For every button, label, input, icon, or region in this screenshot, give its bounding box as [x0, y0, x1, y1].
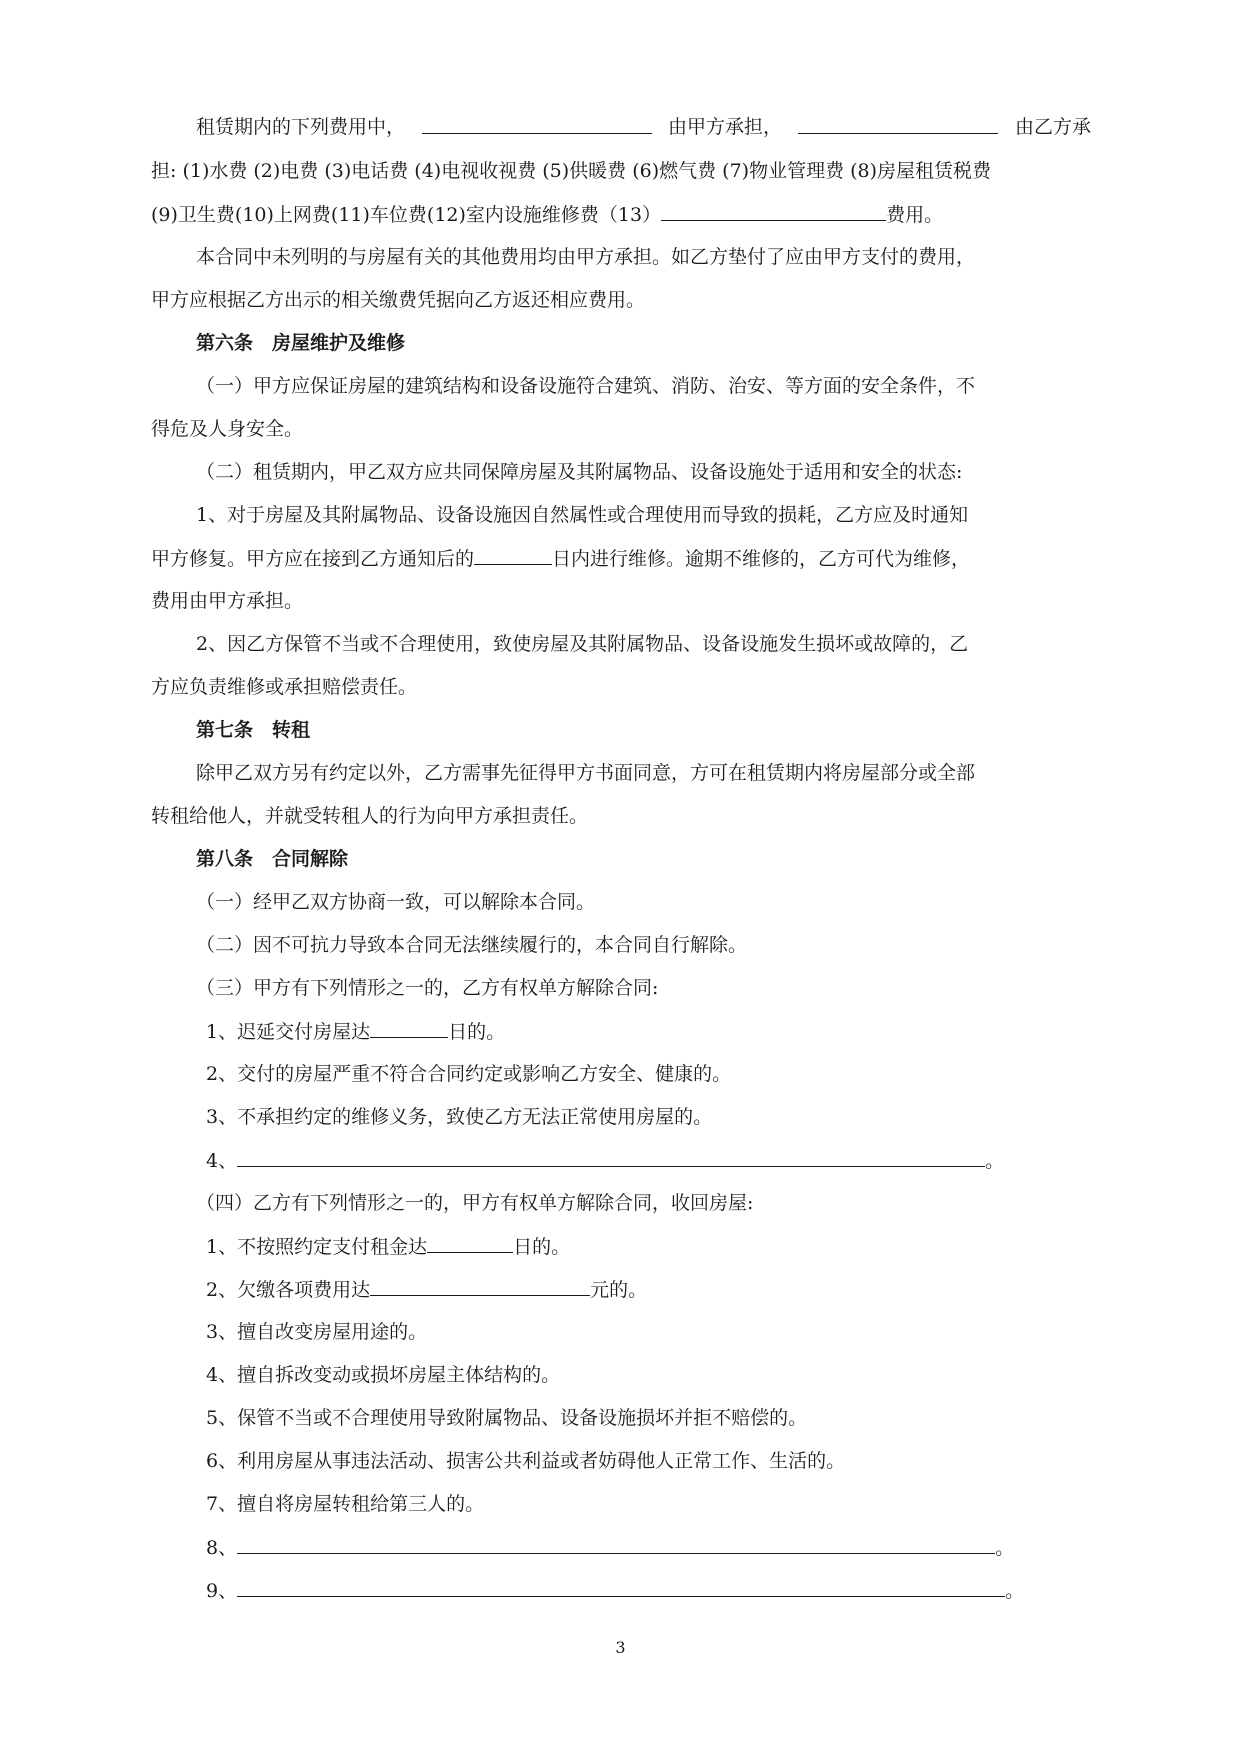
art6-item-1-line-3: 费用由甲方承担。: [151, 590, 304, 612]
art6-text: 甲方修复。甲方应在接到乙方通知后的: [151, 548, 475, 570]
art8-b-item-1: [206, 1232, 570, 1261]
blank-field: [237, 1146, 985, 1167]
fees-text: 租赁期内的下列费用中，: [196, 116, 406, 138]
art6-section-1-line-2: 得危及人身安全。: [151, 418, 304, 440]
other-fees-line-1: 本合同中未列明的与房屋有关的其他费用均由甲方承担。如乙方垫付了应由甲方支付的费用，: [196, 246, 976, 268]
blank-field: [661, 200, 886, 221]
fees-line-3: [151, 200, 943, 229]
art6-item-1-line-1: 1、对于房屋及其附属物品、设备设施因自然属性或合理使用而导致的损耗，乙方应及时通知: [196, 504, 969, 526]
art8-text: 日的。: [513, 1236, 571, 1258]
art8-b-item-4: 4、擅自拆改变动或损坏房屋主体结构的。: [206, 1364, 561, 1386]
blank-field: [370, 1017, 448, 1038]
art8-text: 。: [985, 1150, 1005, 1172]
blank-field: [422, 113, 652, 134]
art8-text: 8、: [206, 1537, 238, 1559]
art8-section-1: （一）经甲乙双方协商一致，可以解除本合同。: [196, 891, 596, 913]
art8-section-3: （三）甲方有下列情形之一的，乙方有权单方解除合同:: [196, 977, 659, 999]
art8-text: 元的。: [590, 1279, 648, 1301]
art8-b-item-6: 6、利用房屋从事违法活动、损害公共利益或者妨碍他人正常工作、生活的。: [206, 1450, 846, 1472]
blank-field: [237, 1576, 1005, 1597]
art8-a-item-1: [206, 1017, 505, 1046]
art8-text: 1、迟延交付房屋达: [206, 1021, 371, 1043]
blank-field: [370, 1275, 590, 1296]
art6-text: 日内进行维修。逾期不维修的，乙方可代为维修，: [552, 548, 971, 570]
blank-field: [798, 113, 998, 134]
art6-item-2-line-2: 方应负责维修或承担赔偿责任。: [151, 676, 418, 698]
art8-a-item-3: 3、不承担约定的维修义务，致使乙方无法正常使用房屋的。: [206, 1106, 713, 1128]
blank-field: [474, 544, 552, 565]
fees-text: 费用。: [886, 204, 944, 226]
article-8-title: 第八条 合同解除: [196, 848, 349, 870]
art8-text: 日的。: [448, 1021, 506, 1043]
art6-item-1-line-2: [151, 544, 970, 573]
art6-section-1-line-1: （一）甲方应保证房屋的建筑结构和设备设施符合建筑、消防、治安、等方面的安全条件，不: [196, 375, 976, 397]
blank-field: [237, 1533, 995, 1554]
fees-text: (9)卫生费(10)上网费(11)车位费(12)室内设施维修费（13）: [151, 204, 662, 226]
article-6-title: 第六条 房屋维护及维修: [196, 332, 406, 354]
art8-section-2: （二）因不可抗力导致本合同无法继续履行的，本合同自行解除。: [196, 934, 748, 956]
art8-b-item-9: [206, 1576, 1024, 1605]
art8-text: 2、欠缴各项费用达: [206, 1279, 371, 1301]
art8-text: 4、: [206, 1150, 238, 1172]
page-number: 3: [615, 1638, 626, 1657]
art8-section-4: （四）乙方有下列情形之一的，甲方有权单方解除合同，收回房屋:: [196, 1192, 754, 1214]
fees-text: 由甲方承担，: [667, 116, 782, 138]
art8-text: 9、: [206, 1580, 238, 1602]
art8-a-item-4: [206, 1146, 1004, 1175]
art8-b-item-8: [206, 1533, 1014, 1562]
art7-line-1: 除甲乙双方另有约定以外，乙方需事先征得甲方书面同意，方可在租赁期内将房屋部分或全部: [196, 762, 976, 784]
fees-line-2: 担: (1)水费 (2)电费 (3)电话费 (4)电视收视费 (5)供暖费 (6)燃气费 (7)物业管理费 (8)房屋租赁税费: [151, 160, 992, 182]
blank-field: [427, 1232, 513, 1253]
art7-line-2: 转租给他人，并就受转租人的行为向甲方承担责任。: [151, 805, 589, 827]
art8-text: 1、不按照约定支付租金达: [206, 1236, 428, 1258]
art6-item-2-line-1: 2、因乙方保管不当或不合理使用，致使房屋及其附属物品、设备设施发生损坏或故障的，乙: [196, 633, 969, 655]
art8-b-item-7: 7、擅自将房屋转租给第三人的。: [206, 1493, 485, 1515]
other-fees-line-2: 甲方应根据乙方出示的相关缴费凭据向乙方返还相应费用。: [151, 289, 646, 311]
art8-text: 。: [1005, 1580, 1025, 1602]
fees-text: 由乙方承: [1014, 116, 1091, 138]
art8-b-item-2: [206, 1275, 647, 1304]
fees-line-1: [196, 113, 1091, 141]
art8-a-item-2: 2、交付的房屋严重不符合合同约定或影响乙方安全、健康的。: [206, 1063, 732, 1085]
art8-text: 。: [995, 1537, 1015, 1559]
art8-b-item-3: 3、擅自改变房屋用途的。: [206, 1321, 428, 1343]
art8-b-item-5: 5、保管不当或不合理使用导致附属物品、设备设施损坏并拒不赔偿的。: [206, 1407, 808, 1429]
art6-section-2: （二）租赁期内，甲乙双方应共同保障房屋及其附属物品、设备设施处于适用和安全的状态:: [196, 461, 963, 483]
article-7-title: 第七条 转租: [196, 719, 311, 741]
